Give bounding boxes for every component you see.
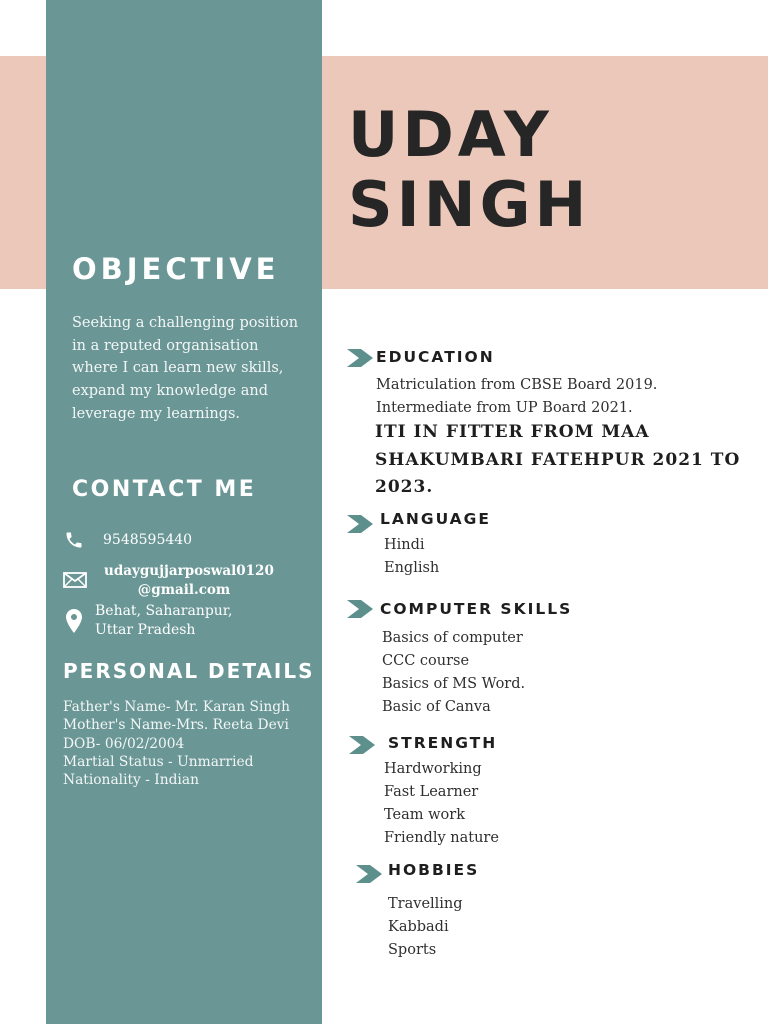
personal-line: DOB- 06/02/2004 xyxy=(63,735,185,752)
hobby-item: Travelling xyxy=(388,896,463,912)
hobbies-list xyxy=(388,893,463,962)
computer-skill-item: CCC course xyxy=(382,653,470,669)
hobbies-heading: HOBBIES xyxy=(388,861,480,879)
personal-line: Father's Name- Mr. Karan Singh xyxy=(63,699,290,715)
phone-icon xyxy=(64,530,84,550)
language-item: Hindi xyxy=(384,537,425,553)
computer-skills-list xyxy=(382,627,525,719)
computer-skill-item: Basics of MS Word. xyxy=(382,676,526,692)
sidebar xyxy=(46,0,322,1024)
computer-skill-item: Basic of Canva xyxy=(382,699,491,715)
address-line: Uttar Pradesh xyxy=(95,622,196,638)
chevron-arrow-icon xyxy=(347,349,373,367)
objective-line: in a reputed organisation xyxy=(72,337,259,354)
computer-skills-heading: COMPUTER SKILLS xyxy=(380,600,573,618)
chevron-arrow-icon xyxy=(356,865,382,883)
education-list xyxy=(376,374,657,420)
hobby-item: Kabbadi xyxy=(388,919,449,935)
personal-details-heading: PERSONAL DETAILS xyxy=(63,659,315,683)
personal-line: Martial Status - Unmarried xyxy=(63,753,254,770)
chevron-arrow-icon xyxy=(347,515,373,533)
candidate-name xyxy=(348,100,590,240)
strength-heading: STRENGTH xyxy=(388,734,498,752)
objective-line: expand my knowledge and xyxy=(72,383,268,400)
objective-text xyxy=(72,312,320,426)
education-heading: EDUCATION xyxy=(376,348,495,366)
address xyxy=(95,602,232,640)
email-icon xyxy=(63,572,87,588)
education-iti: ITI IN FITTER FROM MAA SHAKUMBARI FATEHPUR 2021 TO 2023. xyxy=(375,422,741,497)
chevron-arrow-icon xyxy=(347,600,373,618)
chevron-arrow-icon xyxy=(349,736,375,754)
personal-line: Nationality - Indian xyxy=(63,772,199,789)
objective-line: leverage my learnings. xyxy=(72,405,241,422)
language-heading: LANGUAGE xyxy=(380,510,491,528)
computer-skill-item: Basics of computer xyxy=(382,630,523,646)
strength-item: Hardworking xyxy=(384,761,482,777)
education-item: Matriculation from CBSE Board 2019. xyxy=(376,377,658,393)
contact-heading: CONTACT ME xyxy=(72,477,257,502)
address-line: Behat, Saharanpur, xyxy=(95,603,233,619)
email-line: udaygujjarposwal0120 xyxy=(104,563,274,579)
objective-line: Seeking a challenging position xyxy=(72,315,299,331)
objective-heading: OBJECTIVE xyxy=(72,252,280,286)
phone-number: 9548595440 xyxy=(103,532,193,548)
language-item: English xyxy=(384,560,440,576)
education-item: Intermediate from UP Board 2021. xyxy=(376,400,633,416)
strength-item: Team work xyxy=(384,807,465,823)
email-address xyxy=(104,562,274,600)
strength-list xyxy=(384,758,499,850)
email-line: @gmail.com xyxy=(137,582,231,598)
personal-details xyxy=(63,698,290,789)
objective-line: where I can learn new skills, xyxy=(72,360,284,377)
first-name: UDAY xyxy=(348,98,553,171)
strength-item: Fast Learner xyxy=(384,784,479,800)
hobby-item: Sports xyxy=(388,942,437,958)
last-name: SINGH xyxy=(348,168,591,241)
personal-line: Mother's Name-Mrs. Reeta Devi xyxy=(63,717,289,734)
language-list xyxy=(384,534,439,580)
location-pin-icon xyxy=(66,609,82,633)
strength-item: Friendly nature xyxy=(384,830,499,846)
